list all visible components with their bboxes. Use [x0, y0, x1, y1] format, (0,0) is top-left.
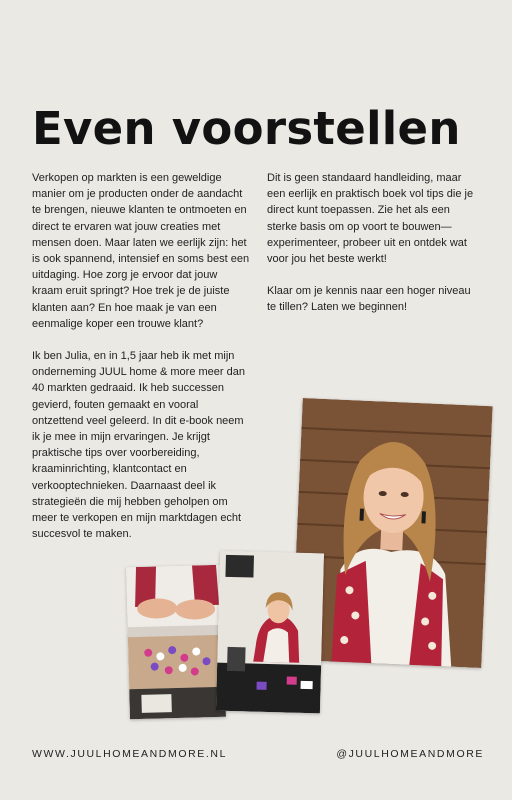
intro-column-right [267, 170, 482, 332]
intro-paragraph-4: Klaar om je kennis naar een hoger niveau te tillen? Laten we beginnen! [267, 285, 471, 314]
footer-social-handle: @JUULHOMEANDMORE [336, 748, 484, 760]
intro-paragraph-1: Verkopen op markten is een geweldige manier om je producten onder de aandacht te brengen, nieuwe klanten te ontmoeten en direct te ervaren wat jouw creaties met mensen doen. Maar laten we eerlijk zijn: het is ook spannend, intensief en soms best een uitdaging. Hoe zorg je ervoor dat jouw kraam eruit springt? Hoe trek je de juiste klanten aan? En hoe maak je van een eenmalige koper een trouwe klant? [32, 172, 250, 330]
page-title: Even voorstellen [32, 102, 461, 155]
workspace-photo [216, 551, 324, 714]
intro-column-left [32, 170, 250, 558]
footer-website: WWW.JUULHOMEANDMORE.NL [32, 748, 228, 760]
intro-paragraph-3: Dit is geen standaard handleiding, maar een eerlijk en praktisch boek vol tips die je direct kunt toepassen. Zie het als een sterke basis om op voort te bouwen—experimenteer, probeer uit en ontdek wat voor jou het beste werkt! [267, 172, 474, 266]
crafting-hands-photo [126, 565, 226, 719]
intro-paragraph-2: Ik ben Julia, en in 1,5 jaar heb ik met mijn onderneming JUUL home & more meer dan 40 markten gedraaid. Ik heb successen gevierd, fouten gemaakt en vooral ontzettend veel geleerd. In dit e-book neem ik je mee in mijn ervaringen. Je krijgt praktische tips over voorbereiding, kraaminrichting, klantcontact en verkooptechnieken. Daarnaast deel ik strategieën die mij hebben geholpen om meer te verkopen en mijn marktdagen echt succesvol te maken. [32, 350, 245, 541]
